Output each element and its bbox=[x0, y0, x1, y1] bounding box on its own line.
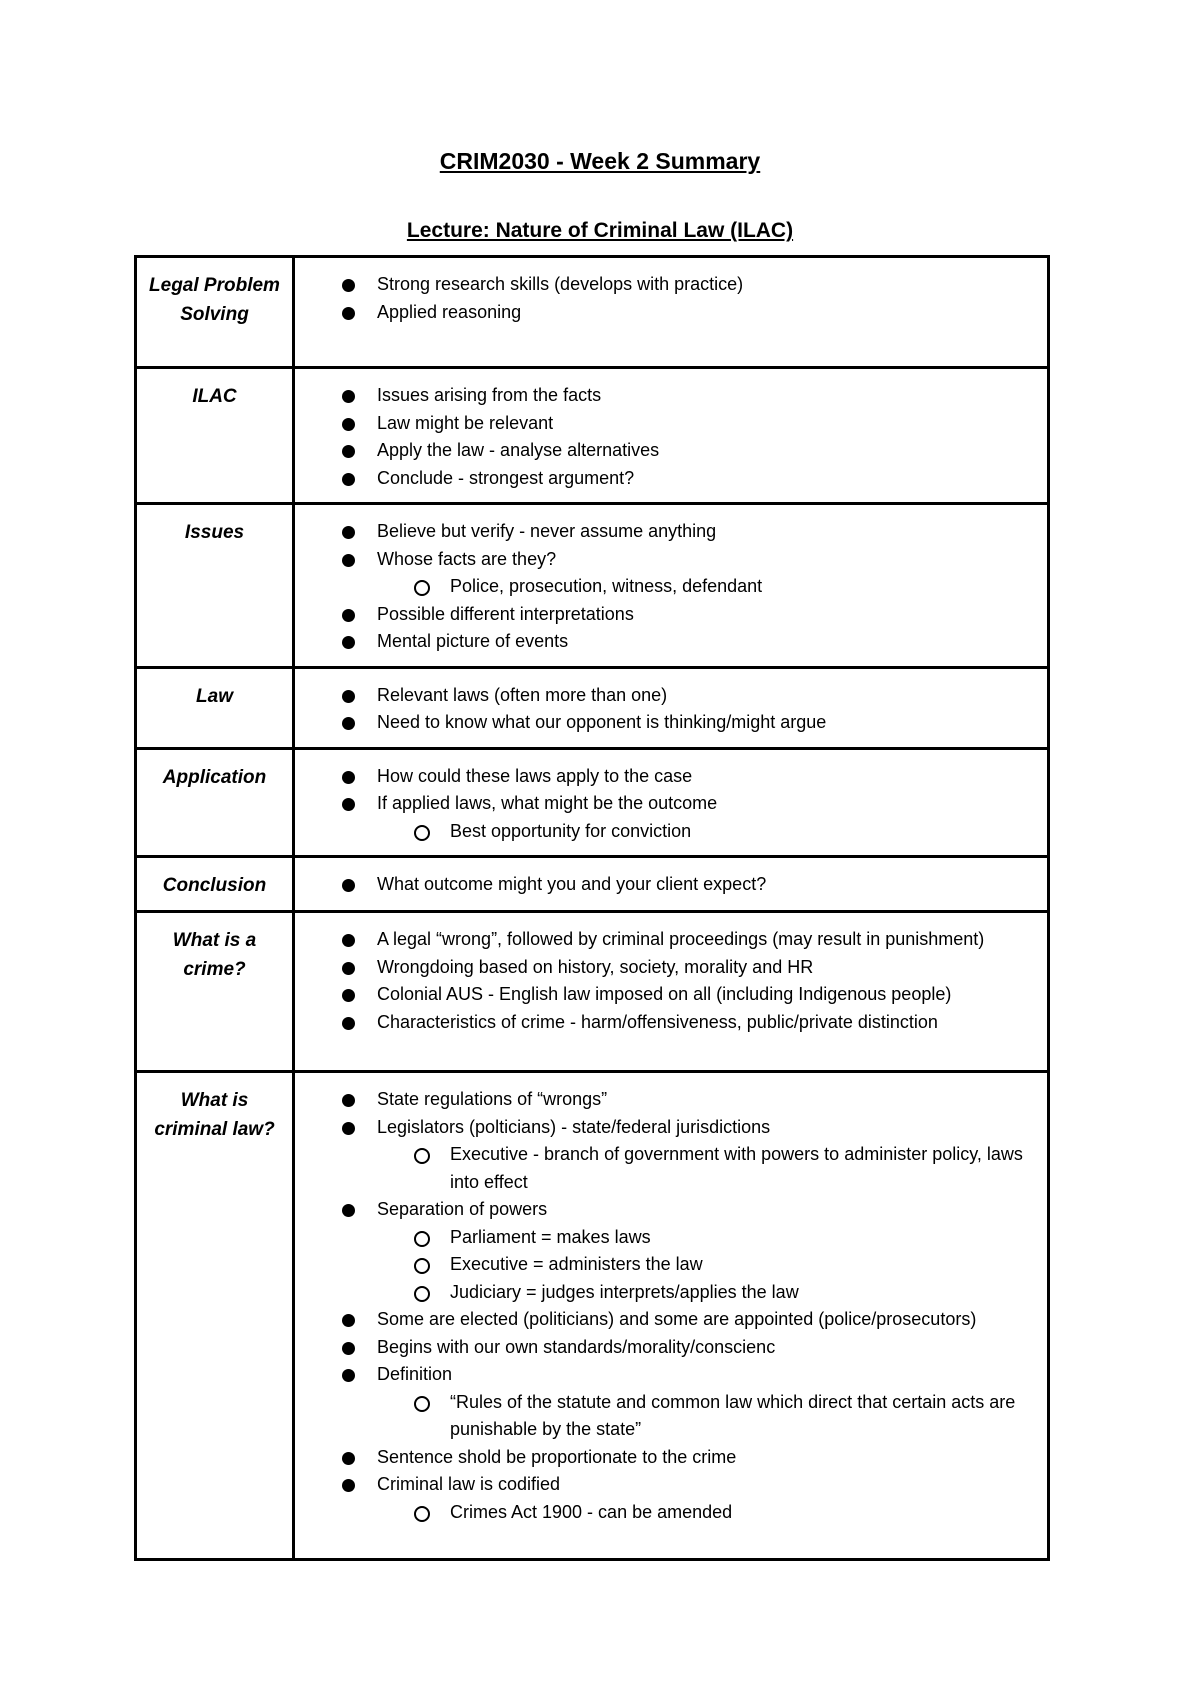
row-content bbox=[294, 257, 1049, 368]
bullet-item: State regulations of “wrongs” bbox=[295, 1086, 1035, 1114]
bullet-item: Mental picture of events bbox=[295, 628, 1035, 656]
table-row bbox=[136, 912, 1049, 1072]
bullet-item: Begins with our own standards/morality/conscienc bbox=[295, 1334, 1035, 1362]
row-label: What is criminal law? bbox=[136, 1072, 294, 1560]
table-row bbox=[136, 368, 1049, 504]
sub-bullet-item: Best opportunity for conviction bbox=[295, 818, 1035, 846]
bullet-item: Legislators (polticians) - state/federal jurisdictions bbox=[295, 1114, 1035, 1142]
table-row bbox=[136, 504, 1049, 668]
bullet-item: Need to know what our opponent is thinking/might argue bbox=[295, 709, 1035, 737]
row-content bbox=[294, 667, 1049, 748]
bullet-item: Separation of powers bbox=[295, 1196, 1035, 1224]
sub-bullet-item: “Rules of the statute and common law which direct that certain acts are punishable by the state” bbox=[295, 1389, 1035, 1444]
row-content bbox=[294, 368, 1049, 504]
row-label: Legal Problem Solving bbox=[136, 257, 294, 368]
row-content bbox=[294, 1072, 1049, 1560]
bullet-item: Characteristics of crime - harm/offensiveness, public/private distinction bbox=[295, 1009, 1035, 1037]
lecture-heading: Lecture: Nature of Criminal Law (ILAC) bbox=[406, 219, 794, 242]
bullet-list bbox=[295, 1086, 1035, 1526]
row-label: ILAC bbox=[136, 368, 294, 504]
bullet-list bbox=[295, 271, 1035, 326]
bullet-item: Relevant laws (often more than one) bbox=[295, 682, 1035, 710]
bullet-item: Definition bbox=[295, 1361, 1035, 1389]
sub-bullet-item: Executive = administers the law bbox=[295, 1251, 1035, 1279]
bullet-list bbox=[295, 682, 1035, 737]
bullet-item: Possible different interpretations bbox=[295, 601, 1035, 629]
row-content bbox=[294, 504, 1049, 668]
row-label: Law bbox=[136, 667, 294, 748]
bullet-item: Criminal law is codified bbox=[295, 1471, 1035, 1499]
table-row bbox=[136, 748, 1049, 857]
bullet-item: Wrongdoing based on history, society, morality and HR bbox=[295, 954, 1035, 982]
bullet-item: Whose facts are they? bbox=[295, 546, 1035, 574]
bullet-list bbox=[295, 518, 1035, 656]
bullet-list bbox=[295, 382, 1035, 492]
sub-bullet-item: Police, prosecution, witness, defendant bbox=[295, 573, 1035, 601]
bullet-item: Conclude - strongest argument? bbox=[295, 465, 1035, 493]
sub-bullet-item: Judiciary = judges interprets/applies the law bbox=[295, 1279, 1035, 1307]
row-label: Application bbox=[136, 748, 294, 857]
bullet-item: Believe but verify - never assume anything bbox=[295, 518, 1035, 546]
bullet-item: Law might be relevant bbox=[295, 410, 1035, 438]
bullet-item: Issues arising from the facts bbox=[295, 382, 1035, 410]
row-label: Conclusion bbox=[136, 857, 294, 912]
table-row bbox=[136, 1072, 1049, 1560]
bullet-item: Apply the law - analyse alternatives bbox=[295, 437, 1035, 465]
bullet-item: Strong research skills (develops with practice) bbox=[295, 271, 1035, 299]
bullet-list bbox=[295, 763, 1035, 846]
sub-bullet-item: Executive - branch of government with powers to administer policy, laws into effect bbox=[295, 1141, 1035, 1196]
bullet-item: Colonial AUS - English law imposed on all (including Indigenous people) bbox=[295, 981, 1035, 1009]
row-content bbox=[294, 748, 1049, 857]
bullet-item: If applied laws, what might be the outcome bbox=[295, 790, 1035, 818]
sub-bullet-item: Crimes Act 1900 - can be amended bbox=[295, 1499, 1035, 1527]
bullet-item: Sentence shold be proportionate to the crime bbox=[295, 1444, 1035, 1472]
row-content bbox=[294, 912, 1049, 1072]
row-content bbox=[294, 857, 1049, 912]
page-title: CRIM2030 - Week 2 Summary bbox=[439, 148, 761, 174]
row-label: What is a crime? bbox=[136, 912, 294, 1072]
bullet-item: How could these laws apply to the case bbox=[295, 763, 1035, 791]
summary-table bbox=[134, 255, 1050, 1561]
row-label: Issues bbox=[136, 504, 294, 668]
bullet-item: What outcome might you and your client expect? bbox=[295, 871, 1035, 899]
table-row bbox=[136, 857, 1049, 912]
bullet-item: Applied reasoning bbox=[295, 299, 1035, 327]
table-row bbox=[136, 667, 1049, 748]
sub-bullet-item: Parliament = makes laws bbox=[295, 1224, 1035, 1252]
bullet-list bbox=[295, 926, 1035, 1036]
bullet-list bbox=[295, 871, 1035, 899]
bullet-item: Some are elected (politicians) and some are appointed (police/prosecutors) bbox=[295, 1306, 1035, 1334]
table-row bbox=[136, 257, 1049, 368]
bullet-item: A legal “wrong”, followed by criminal proceedings (may result in punishment) bbox=[295, 926, 1035, 954]
